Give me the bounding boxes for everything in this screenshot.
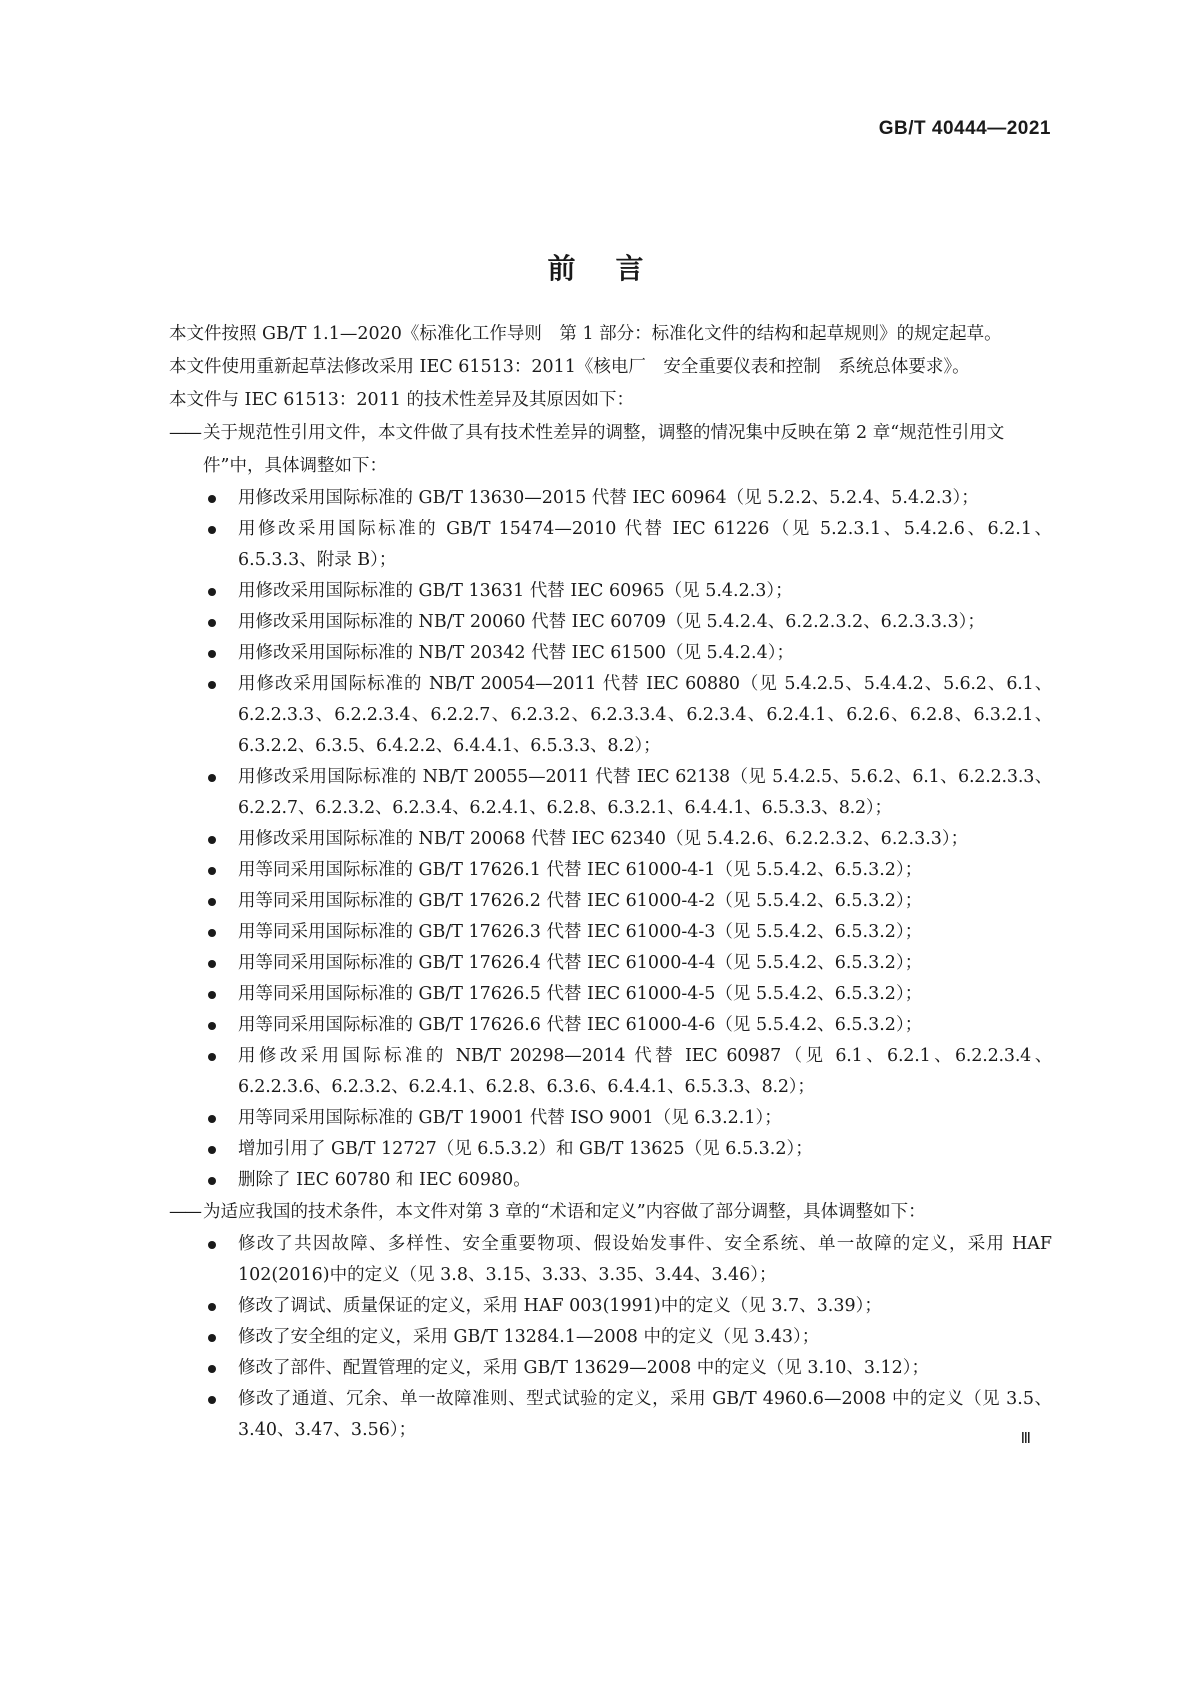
list-item: 修改了安全组的定义，采用 GB/T 13284.1—2008 中的定义（见 3.43）； [238, 1322, 1052, 1353]
bullet-icon [208, 1022, 216, 1030]
bullet-icon [208, 495, 216, 503]
bullet-icon [208, 1241, 216, 1249]
bullet-icon [208, 619, 216, 627]
bullet-list [120, 483, 1052, 1196]
dash-marker: —— [169, 1202, 200, 1222]
bullet-icon [208, 898, 216, 906]
list-item: 用修改采用国际标准的 NB/T 20068 代替 IEC 62340（见 5.4.2.6、6.2.2.3.2、6.2.3.3）； [238, 824, 1052, 855]
list-item: 用修改采用国际标准的 GB/T 13631 代替 IEC 60965（见 5.4.2.3）； [238, 576, 1052, 607]
list-item: 增加引用了 GB/T 12727（见 6.5.3.2）和 GB/T 13625（见 6.5.3.2）； [238, 1134, 1052, 1165]
paragraph: 本文件按照 GB/T 1.1—2020《标准化工作导则 第 1 部分：标准化文件的结构和起草规则》的规定起草。 [169, 324, 1002, 344]
bullet-icon [208, 1334, 216, 1342]
section-intro [120, 417, 1052, 483]
bullet-icon [208, 991, 216, 999]
list-item: 用等同采用国际标准的 GB/T 17626.4 代替 IEC 61000-4-4（见 5.5.4.2、6.5.3.2）； [238, 948, 1052, 979]
list-item: 用修改采用国际标准的 NB/T 20060 代替 IEC 60709（见 5.4.2.4、6.2.2.3.2、6.2.3.3.3）； [238, 607, 1052, 638]
bullet-icon [208, 1177, 216, 1185]
list-item: 用等同采用国际标准的 GB/T 17626.5 代替 IEC 61000-4-5（见 5.5.4.2、6.5.3.2）； [238, 979, 1052, 1010]
paragraph: 本文件与 IEC 61513：2011 的技术性差异及其原因如下： [169, 390, 634, 410]
bullet-icon [208, 681, 216, 689]
list-item: 用修改采用国际标准的 NB/T 20055—2011 代替 IEC 62138（见 5.4.2.5、5.6.2、6.1、6.2.2.3.3、6.2.2.7、6.2.3.2、6.2.3.4、6.2.4.1、6.2.8、6.3.2.1、6.4.4.1、6.5.3.3、8.2）； [238, 762, 1052, 824]
list-item: 用修改采用国际标准的 GB/T 13630—2015 代替 IEC 60964（见 5.2.2、5.2.4、5.4.2.3）； [238, 483, 1052, 514]
bullet-icon [208, 1303, 216, 1311]
list-item: 用等同采用国际标准的 GB/T 17626.3 代替 IEC 61000-4-3（见 5.5.4.2、6.5.3.2）； [238, 917, 1052, 948]
bullet-icon [208, 588, 216, 596]
list-item: 用修改采用国际标准的 NB/T 20342 代替 IEC 61500（见 5.4.2.4）； [238, 638, 1052, 669]
section-normative-references [120, 417, 1052, 1196]
list-item: 修改了通道、冗余、单一故障准则、型式试验的定义，采用 GB/T 4960.6—2008 中的定义（见 3.5、3.40、3.47、3.56）； [238, 1384, 1052, 1446]
list-item: 用修改采用国际标准的 NB/T 20298—2014 代替 IEC 60987（见 6.1、6.2.1、6.2.2.3.4、6.2.2.3.6、6.2.3.2、6.2.4.1、6.2.8、6.3.6、6.4.4.1、6.5.3.3、8.2）； [238, 1041, 1052, 1103]
bullet-icon [208, 1396, 216, 1404]
section-intro-text: 为适应我国的技术条件，本文件对第 3 章的“术语和定义”内容做了部分调整，具体调整如下： [203, 1202, 926, 1222]
list-item: 用等同采用国际标准的 GB/T 17626.2 代替 IEC 61000-4-2（见 5.5.4.2、6.5.3.2）； [238, 886, 1052, 917]
standard-number: GB/T 40444—2021 [878, 118, 1051, 139]
section-terms-definitions [120, 1196, 1052, 1446]
bullet-icon [208, 1053, 216, 1061]
bullet-icon [208, 836, 216, 844]
section-intro [120, 1196, 1052, 1229]
bullet-icon [208, 929, 216, 937]
paragraph: 本文件使用重新起草法修改采用 IEC 61513：2011《核电厂 安全重要仪表和控制 系统总体要求》。 [169, 357, 970, 377]
bullet-icon [208, 774, 216, 782]
bullet-icon [208, 650, 216, 658]
list-item: 用等同采用国际标准的 GB/T 19001 代替 ISO 9001（见 6.3.2.1）； [238, 1103, 1052, 1134]
list-item: 修改了部件、配置管理的定义，采用 GB/T 13629—2008 中的定义（见 3.10、3.12）； [238, 1353, 1052, 1384]
list-item: 用等同采用国际标准的 GB/T 17626.6 代替 IEC 61000-4-6（见 5.5.4.2、6.5.3.2）； [238, 1010, 1052, 1041]
bullet-icon [208, 526, 216, 534]
list-item: 用修改采用国际标准的 GB/T 15474—2010 代替 IEC 61226（见 5.2.3.1、5.4.2.6、6.2.1、6.5.3.3、附录 B）； [238, 514, 1052, 576]
list-item: 修改了调试、质量保证的定义，采用 HAF 003(1991)中的定义（见 3.7、3.39）； [238, 1291, 1052, 1322]
bullet-icon [208, 1365, 216, 1373]
page-number: Ⅲ [1020, 1431, 1031, 1447]
bullet-icon [208, 960, 216, 968]
list-item: 删除了 IEC 60780 和 IEC 60980。 [238, 1165, 1052, 1196]
list-item: 用等同采用国际标准的 GB/T 17626.1 代替 IEC 61000-4-1（见 5.5.4.2、6.5.3.2）； [238, 855, 1052, 886]
list-item: 修改了共因故障、多样性、安全重要物项、假设始发事件、安全系统、单一故障的定义，采用 HAF 102(2016)中的定义（见 3.8、3.15、3.33、3.35、3.44、3.46）； [238, 1229, 1052, 1291]
list-item: 用修改采用国际标准的 NB/T 20054—2011 代替 IEC 60880（见 5.4.2.5、5.4.4.2、5.6.2、6.1、6.2.2.3.3、6.2.2.3.4、6.2.2.7、6.2.3.2、6.2.3.3.4、6.2.3.4、6.2.4.1、6.2.6、6.2.8、6.3.2.1、6.3.2.2、6.3.5、6.4.2.2、6.4.4.1、6.5.3.3、8.2）； [238, 669, 1052, 762]
document-body [120, 318, 1052, 1446]
page-title: 前言 [547, 251, 684, 285]
dash-marker: —— [169, 423, 200, 443]
section-intro-text: 关于规范性引用文件，本文件做了具有技术性差异的调整，调整的情况集中反映在第 2 章“规范性引用文件”中，具体调整如下： [203, 423, 1005, 476]
bullet-icon [208, 1115, 216, 1123]
bullet-icon [208, 867, 216, 875]
bullet-list [120, 1229, 1052, 1446]
bullet-icon [208, 1146, 216, 1154]
